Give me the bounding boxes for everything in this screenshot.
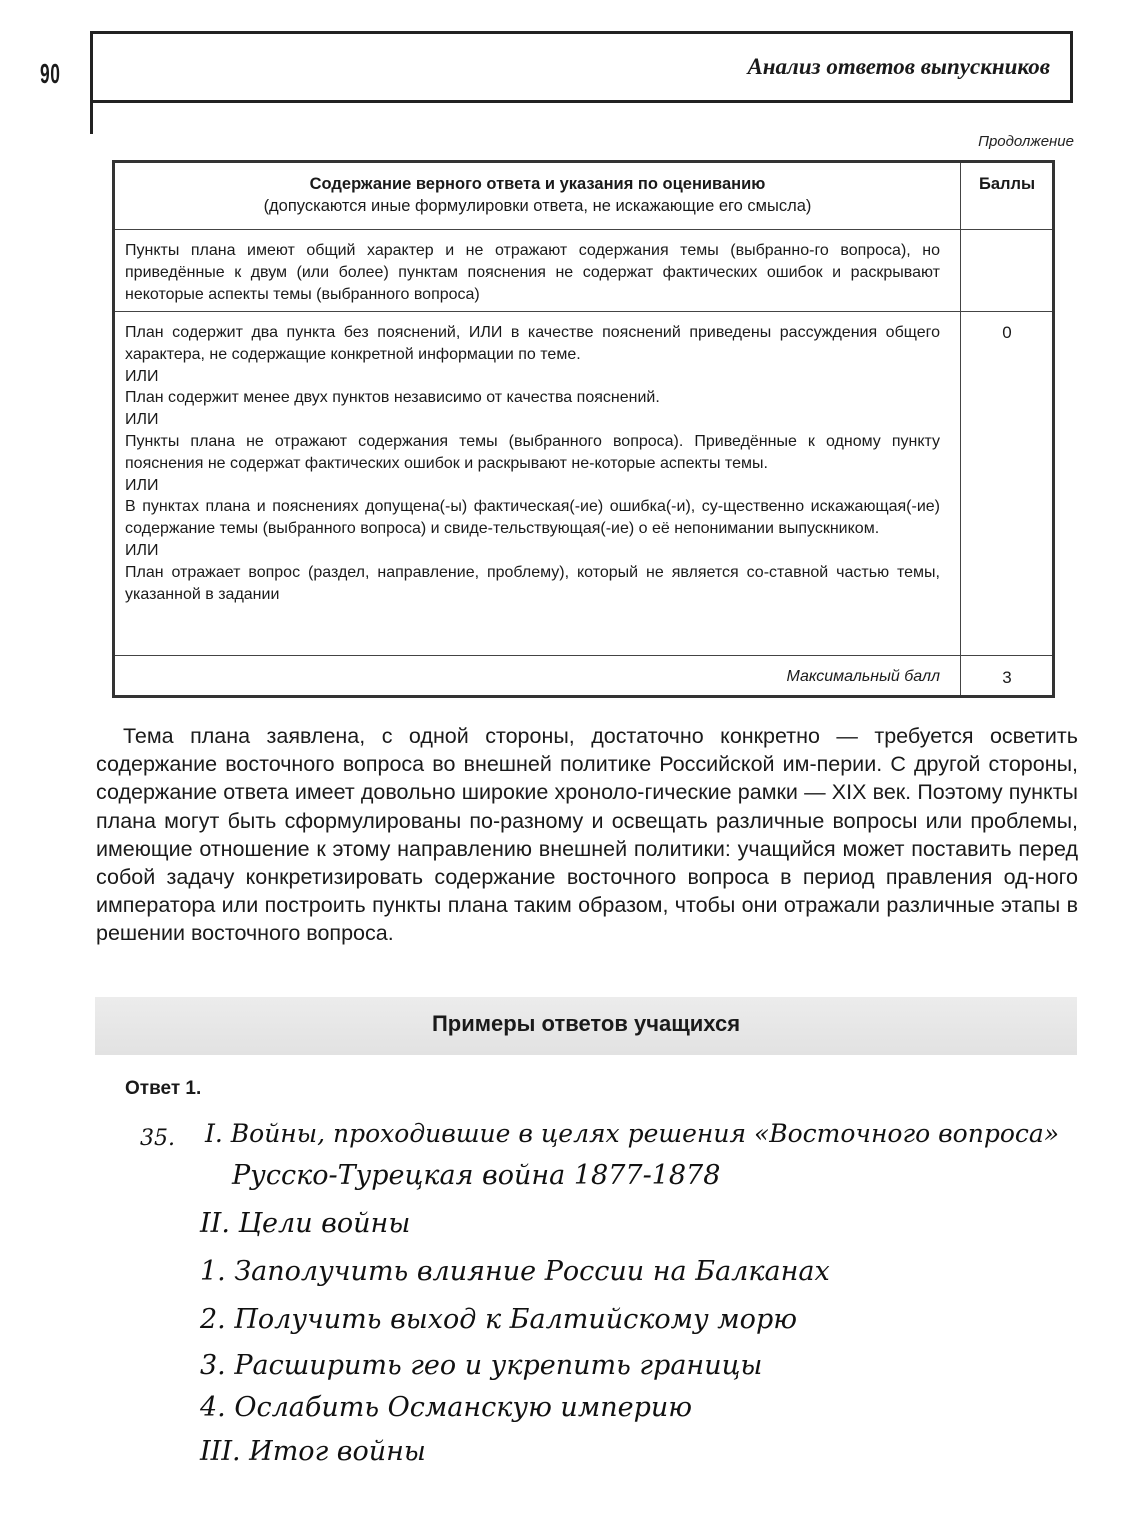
table-row-2-line: План содержит два пункта без пояснений, ИЛИ в качестве пояснений приведены рассуждения общего характера, не содержащие конкретной информации по теме.: [125, 324, 940, 363]
grading-criteria-table: [112, 160, 1055, 698]
table-row-2-score: 0: [1002, 323, 1012, 342]
header-rule: [90, 100, 93, 134]
section-title: Примеры ответов учащихся: [431, 1011, 741, 1036]
handwritten-line: 2. Получить выход к Балтийскому морю: [200, 1304, 797, 1335]
table-column-divider: [960, 163, 961, 695]
table-row-divider: [115, 229, 1052, 230]
answer-label: Ответ 1.: [125, 1078, 202, 1099]
table-row-2-text: [125, 322, 940, 605]
table-header-note: (допускаются иные формулировки ответа, не искажающие его смысла): [263, 197, 812, 215]
table-row-1-line: Пункты плана имеют общий характер и не отражают содержания темы (выбранно-го вопроса), но приведённые к двум (или более) пунктам пояснения не содержат фактических ошибок и раскрывают некоторые аспекты темы (выбранного вопроса): [125, 242, 940, 303]
table-row-2-line: План отражает вопрос (раздел, направление, проблему), который не является со-ставной частью темы, указанной в задании: [125, 563, 940, 603]
handwritten-line: III. Итог войны: [200, 1436, 426, 1467]
table-row-2-or: ИЛИ: [125, 476, 159, 494]
page-number: 90: [40, 58, 61, 89]
table-row-2-or: ИЛИ: [125, 367, 159, 385]
handwritten-line: 3. Расширить гео и укрепить границы: [200, 1350, 763, 1381]
table-row-1-text: [125, 240, 940, 305]
table-header-points: Баллы: [978, 175, 1036, 193]
max-score-label: Максимальный балл: [786, 668, 940, 685]
table-row-divider: [115, 311, 1052, 312]
max-score-value: 3: [1002, 668, 1012, 687]
table-row-2-line: Пункты плана не отражают содержания темы (выбранного вопроса). Приведённые к одному пункту пояснения не содержат фактических ошибок и раскрывают не-которые аспекты темы.: [125, 432, 940, 472]
handwritten-line: 4. Ослабить Османскую империю: [200, 1392, 693, 1423]
table-row-2-or: ИЛИ: [125, 411, 159, 429]
table-row-divider: [115, 655, 1052, 656]
running-header-title: Анализ ответов выпускников: [747, 54, 1050, 79]
table-header-title: Содержание верного ответа и указания по оцениванию: [309, 175, 766, 193]
table-continuation-label: Продолжение: [978, 133, 1074, 150]
handwritten-line: II. Цели войны: [200, 1208, 411, 1239]
commentary-paragraph: Тема плана заявлена, с одной стороны, достаточно конкретно — требуется осветить содержание восточного вопроса во внешней политике Российской им-перии. С другой стороны, содержание ответа имеет довольно широкие хроноло-гические рамки — XIX век. Поэтому пункты плана могут быть сформулированы по-разному и освещать различные вопросы или проблемы, имеющие отношение к этому направлению внешней политики: учащийся может поставить перед собой задачу конкретизировать содержание восточного вопроса в период правления од-ного императора или построить пункты плана таким образом, чтобы они отражали различные этапы в решении восточного вопроса.: [96, 724, 1078, 946]
handwritten-line: I. Войны, проходившие в целях решения «Восточного вопроса»: [205, 1119, 1060, 1148]
running-header: [90, 31, 1073, 103]
handwritten-line: Русско-Турецкая война 1877-1878: [232, 1160, 721, 1191]
table-row-2-line: В пунктах плана и пояснениях допущена(-ы) фактическая(-ие) ошибка(-и), су-щественно искажающая(-ие) содержание темы (выбранного вопроса) и свиде-тельствующая(-ие) о её непонимании выпускником.: [125, 498, 940, 538]
handwritten-line: 1. Заполучить влияние России на Балканах: [200, 1256, 830, 1287]
table-row-2-or: ИЛИ: [125, 541, 159, 559]
handwritten-task-number: 35.: [140, 1126, 175, 1151]
table-row-2-line: План содержит менее двух пунктов независимо от качества пояснений.: [125, 389, 660, 407]
section-heading-band: [95, 997, 1077, 1055]
table-header-content: [115, 173, 960, 217]
